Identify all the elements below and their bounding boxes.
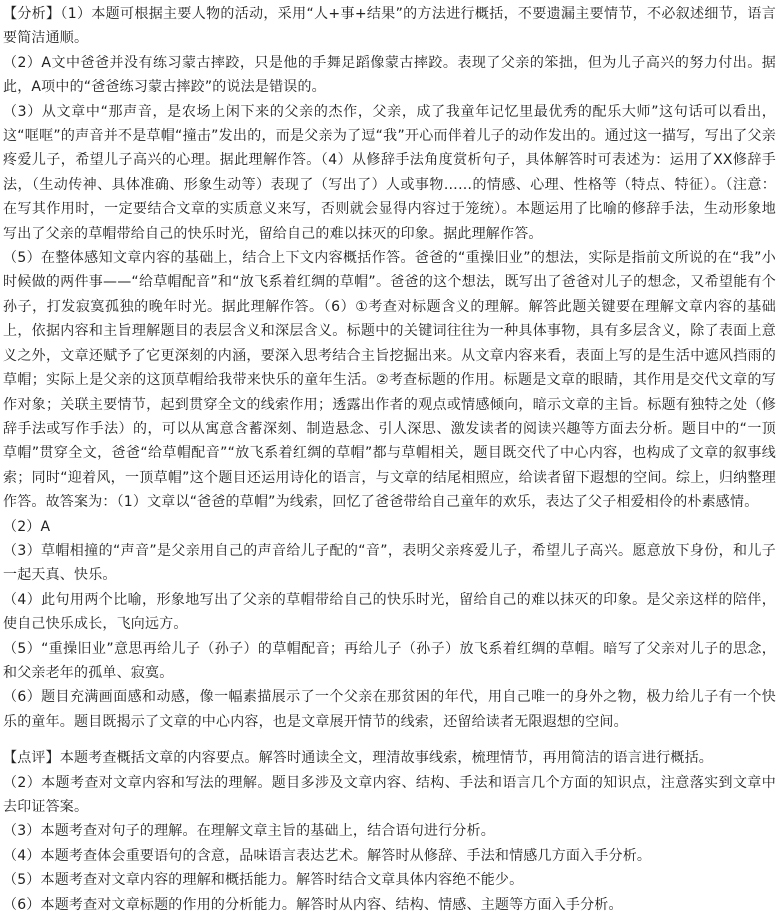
comment-paragraph-5: （5）本题考查对文章内容的理解和概括能力。解答时结合文章具体内容绝不能少。 bbox=[3, 872, 524, 889]
section-spacer bbox=[3, 734, 776, 746]
analysis-paragraph-1 bbox=[3, 2, 776, 51]
comment-paragraph-1 bbox=[3, 746, 776, 770]
comment-paragraph-4: （4）本题考查体会重要语句的含意，品味语言表达艺术。解答时从修辞、手法和情感几方面入手分析。 bbox=[3, 847, 652, 864]
analysis-tag: 【分析】 bbox=[3, 6, 61, 22]
answer-3: （3）草帽相撞的“声音”是父亲用自己的声音给儿子配的“音”，表明父亲疼爱儿子，希望儿子高兴。愿意放下身份，和儿子一起天真、快乐。 bbox=[3, 542, 776, 584]
answer-5: （5）“重操旧业”意思再给儿子（孙子）的草帽配音；再给儿子（孙子）放飞系着红绸的草帽。暗写了父亲对儿子的思念，和父亲老年的孤单、寂寞。 bbox=[3, 640, 776, 681]
comment-paragraph-3: （3）本题考查对句子的理解。在理解文章主旨的基础上，结合语句进行分析。 bbox=[3, 823, 495, 840]
comment-tag: 【点评】 bbox=[3, 750, 60, 767]
answer-6: （6）题目充满画面感和动感，像一幅素描展示了一个父亲在那贫困的年代，用自己唯一的身外之物，极力给儿子有一个快乐的童年。题目既揭示了文章的中心内容，也是文章展开情节的线索，还留给读者无限遐想的空间。 bbox=[3, 689, 776, 730]
comment-paragraph-6: （6）本题考查对文章标题的作用的分析能力。解答时从内容、结构、情感、主题等方面入手分析。 bbox=[3, 896, 623, 913]
answer-2: （2）A bbox=[3, 518, 51, 535]
analysis-paragraph-4: （5）在整体感知文章内容的基础上，结合上下文内容概括作答。爸爸的“重操旧业”的想法，实际是指前文所说的在“我”小时候做的两件事——“给草帽配音”和“放飞系着红绸的草帽”。爸爸的这个想法，既写出了爸爸对儿子的想念，又希望能有个孙子，打发寂寞孤独的晚年时光。据此理解作答。（6）①考查对标题含义的理解。解答此题关键要在理解文章内容的基础上，依据内容和主旨理解题目的表层含义和深层含义。标题中的关键词往往为一种具体事物，具有多层含义，除了表面上意义之外，文章还赋予了它更深刻的内涵，要深入思考结合主旨挖掘出来。从文章内容来看，表面上写的是生活中遮风挡雨的草帽；实际上是父亲的这顶草帽给我带来快乐的童年生活。②考查标题的作用。标题是文章的眼睛，其作用是交代文章的写作对象；关联主要情节，起到贯穿全文的线索作用；透露出作者的观点或情感倾向，暗示文章的主旨。标题有独特之处（修辞手法或写作手法）的，可以从寓意含蓄深刻、制造悬念、引人深思、激发读者的阅读兴趣等方面去分析。题目中的“一顶草帽”贯穿全文，爸爸“给草帽配音”“放飞系着红绸的草帽”都与草帽相关，题目既交代了中心内容，也构成了文章的叙事线索；同时“迎着风，一顶草帽”这个题目还运用诗化的语言，与文章的结尾相照应，给读者留下遐想的空间。综上，归纳整理作答。故答案为：（1）文章以“爸爸的草帽”为线索，回忆了爸爸带给自己童年的欢乐，表达了父子相爱相伶的朴素感情。 bbox=[3, 250, 776, 511]
answer-4: （4）此句用两个比喻，形象地写出了父亲的草帽带给自己的快乐时光，留给自己的难以抹灭的印象。是父亲这样的陪伴，使自己快乐成长，飞向远方。 bbox=[3, 591, 776, 633]
comment-text: 本题考查概括文章的内容要点。解答时通读全文，理清故事线索，梳理情节，再用简洁的语言进行概括。 bbox=[59, 750, 714, 767]
analysis-paragraph-3: （3）从文章中“那声音，是农场上闲下来的父亲的杰作，父亲，成了我童年记忆里最优秀的配乐大师”这句话可以看出，这“哐哐”的声音并不是草帽“撞击”发出的，而是父亲为了逗“我”开心而伴着儿子的动作发出的。通过这一描写，写出了父亲疼爱儿子，希望儿子高兴的心理。据此理解作答。（4）从修辞手法角度赏析句子，具体解答时可表述为：运用了XX修辞手法，（生动传神、具体准确、形象生动等）表现了（写出了）人或事物……的情感、心理、性格等（特点、特征）。（注意：在写其作用时，一定要结合文章的实质意义来写，否则就会显得内容过于笼统）。本题运用了比喻的修辞手法，生动形象地写出了父亲的草帽带给自己的快乐时光，留给自己的难以抹灭的印象。据此理解作答。 bbox=[3, 103, 776, 242]
comment-paragraph-2: （2）本题考查对文章内容和写法的理解。题目多涉及文章内容、结构、手法和语言几个方面的知识点，注意落实到文章中去印证答案。 bbox=[3, 774, 776, 815]
analysis-text: （1）本题可根据主要人物的活动，采用“人+事+结果”的方法进行概括，不要遗漏主要情节，不必叙述细节，语言要简洁通顺。 bbox=[3, 6, 776, 47]
analysis-paragraph-2: （2）A文中爸爸并没有练习蒙古摔跤，只是他的手舞足蹈像蒙古摔跤。表现了父亲的笨拙，但为儿子高兴的努力付出。据此，A项中的“爸爸练习蒙古摔跤”的说法是错误的。 bbox=[3, 54, 776, 96]
